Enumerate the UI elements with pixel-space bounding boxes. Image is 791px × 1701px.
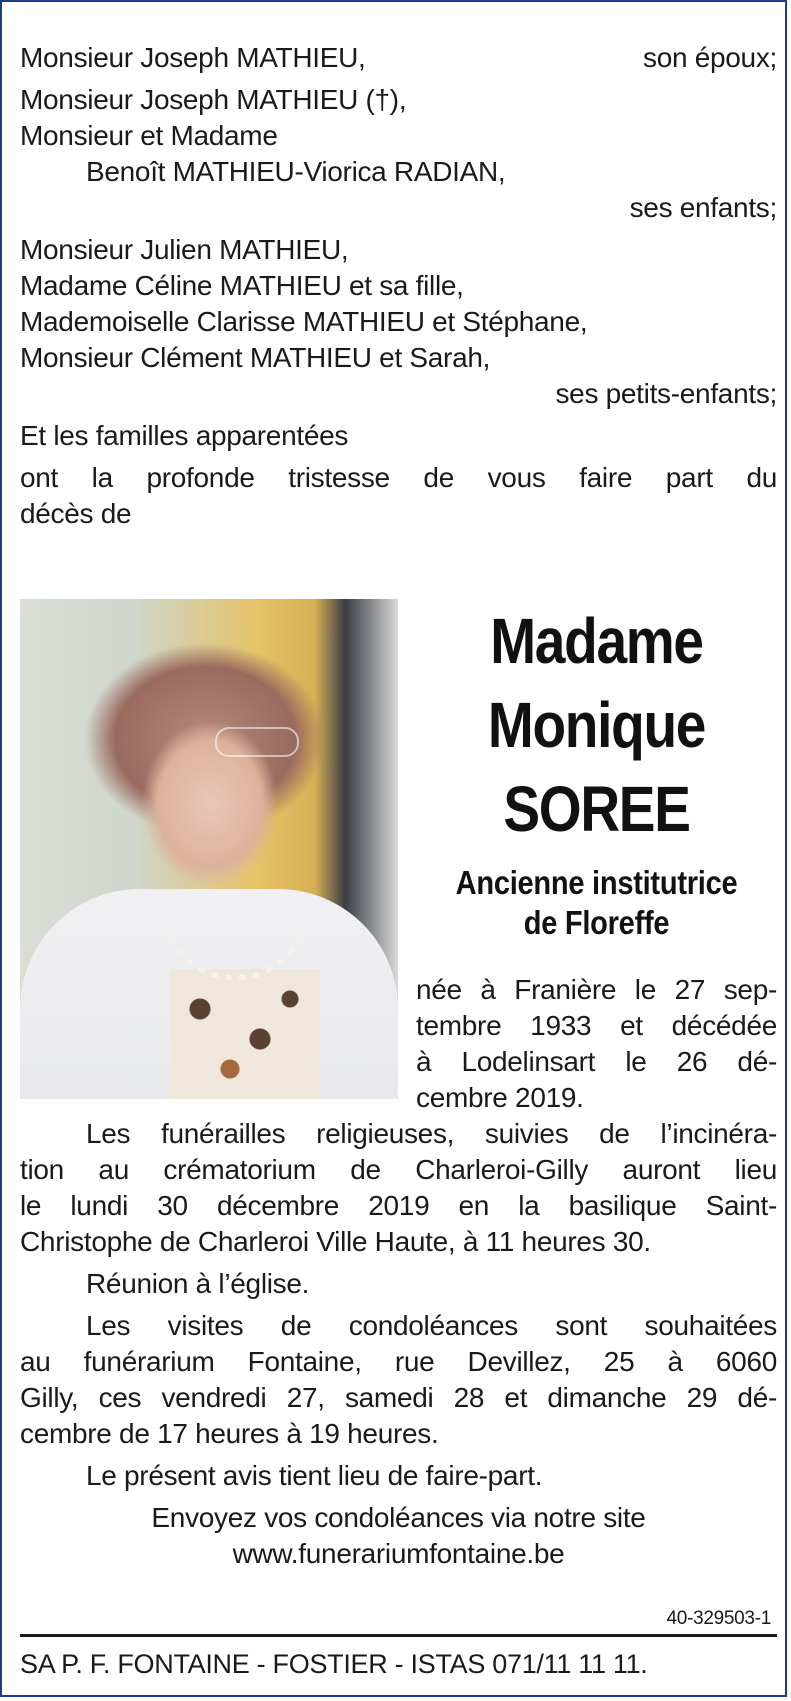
grandchild-line: Mademoiselle Clarisse MATHIEU et Stéphane, bbox=[20, 306, 588, 337]
child-line: Monsieur Joseph MATHIEU (†), bbox=[20, 84, 407, 115]
announcement-line: décès de bbox=[20, 498, 132, 529]
deceased-subtitle-2: de Floreffe bbox=[523, 904, 670, 941]
condolences-line: Envoyez vos condoléances via notre site bbox=[151, 1502, 646, 1533]
funeral-line: Christophe de Charleroi Ville Haute, à 11 heures 30. bbox=[20, 1226, 651, 1257]
photo-glasses bbox=[215, 727, 299, 757]
grandchild-line: Monsieur Clément MATHIEU et Sarah, bbox=[20, 342, 491, 373]
reference-number: 40-329503-1 bbox=[666, 1608, 771, 1629]
children-role: ses enfants; bbox=[629, 192, 777, 223]
deceased-first-name: Monique bbox=[487, 689, 706, 761]
child-line: Monsieur et Madame bbox=[20, 120, 278, 151]
grandchild-line: Madame Céline MATHIEU et sa fille, bbox=[20, 270, 464, 301]
born-line: à Lodelinsart le 26 dé- bbox=[416, 1046, 777, 1077]
funeral-line: le lundi 30 décembre 2019 en la basilique Saint- bbox=[20, 1190, 777, 1221]
footer-divider bbox=[20, 1634, 777, 1637]
child-line: Benoît MATHIEU-Viorica RADIAN, bbox=[86, 156, 506, 187]
photo-blouse bbox=[170, 969, 320, 1099]
visits-line: au funérarium Fontaine, rue Devillez, 25 à 6060 bbox=[20, 1346, 777, 1377]
visits-line: cembre de 17 heures à 19 heures. bbox=[20, 1418, 439, 1449]
funeral-home-footer: SA P. F. FONTAINE - FOSTIER - ISTAS 071/11 11 11. bbox=[20, 1649, 648, 1679]
deceased-subtitle-1: Ancienne institutrice bbox=[455, 864, 738, 901]
website-link[interactable]: www.funerariumfontaine.be bbox=[232, 1538, 565, 1569]
deceased-last-name: SOREE bbox=[503, 773, 690, 845]
spouse-name: Monsieur Joseph MATHIEU, bbox=[20, 42, 366, 73]
spouse-role: son époux; bbox=[643, 42, 777, 73]
spouse-line bbox=[20, 40, 777, 76]
deceased-title: Madame bbox=[490, 605, 703, 677]
announcement-line: ont la profonde tristesse de vous faire part du bbox=[20, 462, 777, 493]
funeral-line: tion au crématorium de Charleroi-Gilly auront lieu bbox=[20, 1154, 777, 1185]
reunion-line: Réunion à l’église. bbox=[86, 1268, 310, 1299]
visits-line: Gilly, ces vendredi 27, samedi 28 et dimanche 29 dé- bbox=[20, 1382, 777, 1413]
birth-death-info bbox=[416, 972, 777, 1116]
notice-line: Le présent avis tient lieu de faire-part. bbox=[86, 1460, 543, 1491]
funeral-line: Les funérailles religieuses, suivies de l’incinéra- bbox=[86, 1118, 777, 1149]
family-section bbox=[20, 40, 777, 532]
grandchild-line: Monsieur Julien MATHIEU, bbox=[20, 234, 349, 265]
deceased-name-block bbox=[416, 599, 777, 943]
born-line: tembre 1933 et décédée bbox=[416, 1010, 777, 1041]
relatives-line: Et les familles apparentées bbox=[20, 420, 349, 451]
deceased-photo bbox=[20, 599, 398, 1099]
born-line: cembre 2019. bbox=[416, 1082, 584, 1113]
details-section bbox=[20, 1116, 777, 1572]
visits-line: Les visites de condoléances sont souhaitées bbox=[86, 1310, 777, 1341]
born-line: née à Franière le 27 sep- bbox=[416, 974, 777, 1005]
grandchildren-role: ses petits-enfants; bbox=[555, 378, 777, 409]
